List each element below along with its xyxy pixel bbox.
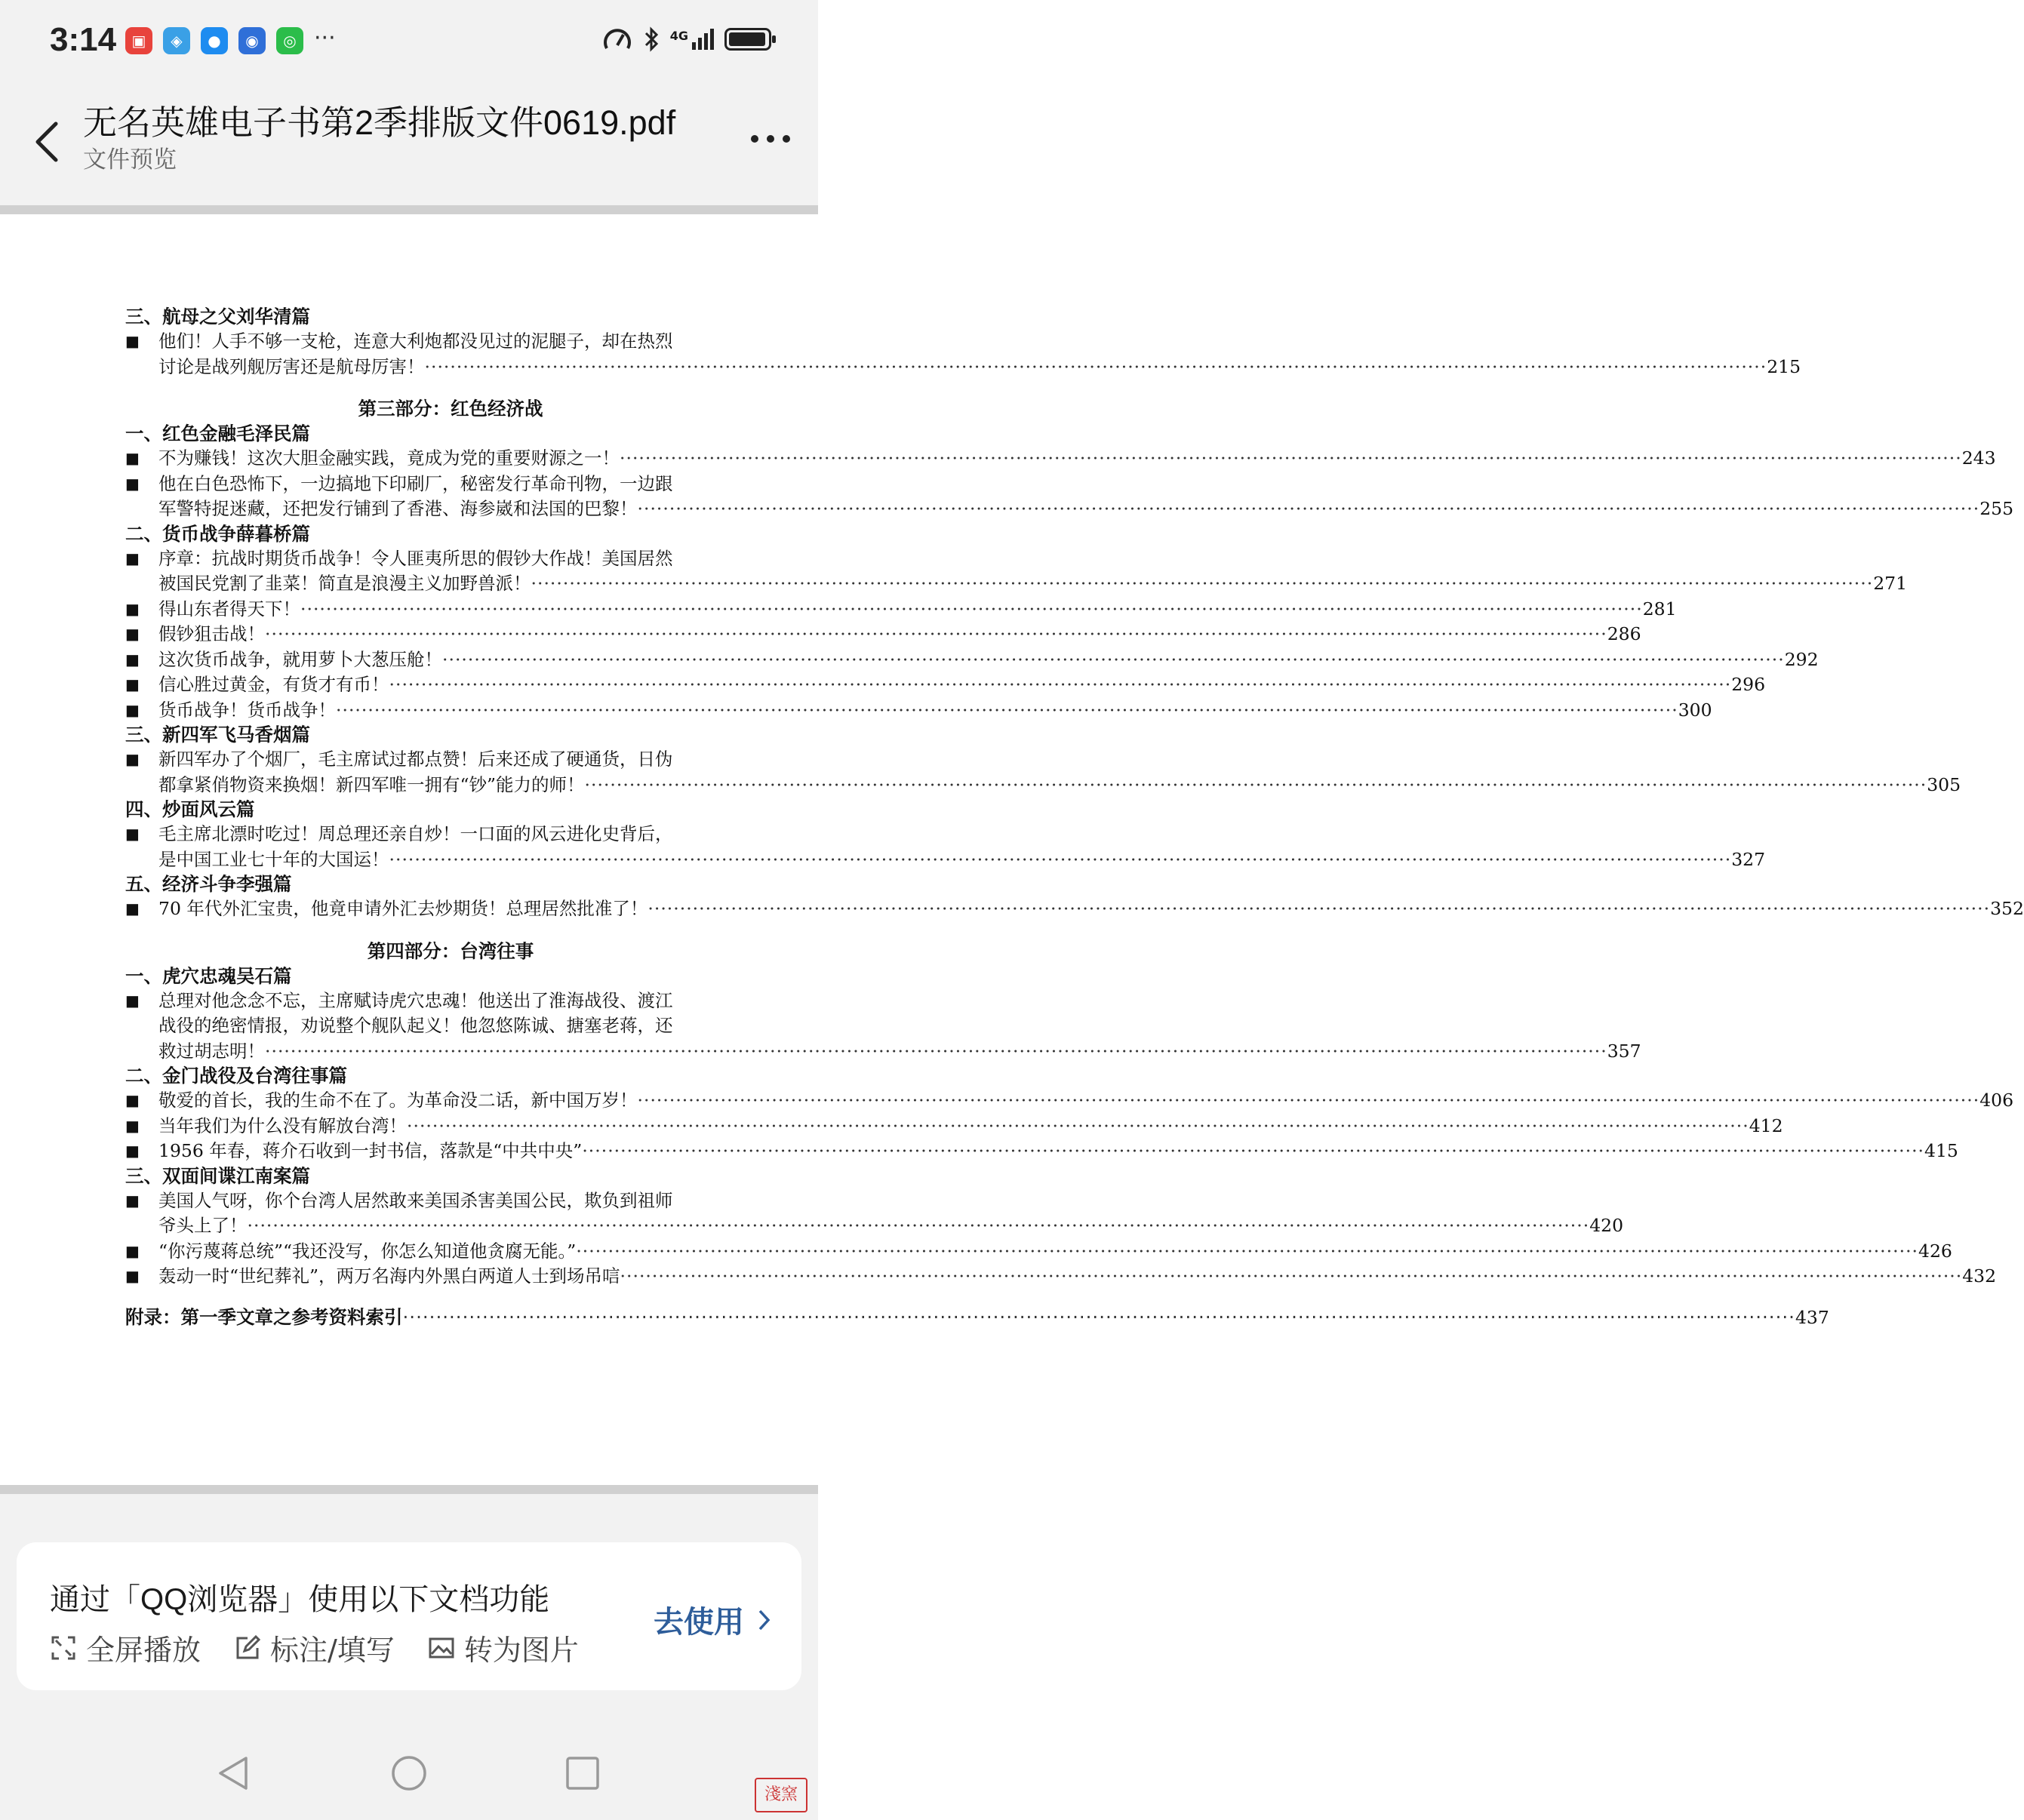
bullet-icon: ■: [125, 1191, 140, 1210]
signal-icon: [670, 29, 714, 50]
entry-text: 1956 年春，蒋介石收到一封书信，落款是“中共中央”: [158, 1140, 583, 1161]
system-nav-bar: [0, 1729, 818, 1820]
toc-entry[interactable]: [125, 747, 1961, 798]
fullscreen-label: 全屏播放: [86, 1634, 201, 1667]
bullet-icon: ■: [125, 1142, 140, 1160]
page-number: 296: [1731, 674, 1766, 695]
dot-leader: [585, 773, 1927, 798]
toc-entry[interactable]: [125, 472, 2014, 522]
section-heading: 一、虎穴忠魂吴石篇: [125, 964, 292, 987]
bullet-icon: ■: [125, 549, 140, 567]
fullscreen-feature[interactable]: [50, 1627, 201, 1668]
nav-recents-icon[interactable]: [561, 1752, 604, 1794]
entry-text: 总理对他念念不忘，主席赋诗虎穴忠魂！他送出了淮海战役、渡江: [158, 989, 673, 1011]
promo-title: 通过「QQ浏览器」使用以下文档功能: [50, 1583, 550, 1616]
page-number: 420: [1589, 1215, 1624, 1236]
bag-app-icon: ◈: [163, 27, 190, 54]
entry-text: 是中国工业七十年的大国运！: [158, 848, 389, 870]
pdf-page[interactable]: [0, 214, 2024, 1485]
bullet-icon: ■: [125, 650, 140, 669]
nav-back-icon[interactable]: [213, 1752, 255, 1794]
bullet-icon: ■: [125, 825, 140, 843]
red-packet-app-icon: ▣: [125, 27, 152, 54]
message-app-icon: ●: [201, 27, 228, 54]
dot-leader: [647, 896, 1990, 922]
speed-gauge-icon: [602, 26, 632, 53]
document-subtitle: 文件预览: [83, 146, 177, 174]
nav-home-icon[interactable]: [388, 1752, 430, 1794]
entry-text: 都拿紧俏物资来换烟！新四军唯一拥有“钞”能力的师！: [158, 773, 585, 795]
dot-leader: [620, 446, 1962, 472]
feature-list: [50, 1627, 579, 1668]
dot-leader: [336, 698, 1678, 724]
bullet-icon: ■: [125, 1267, 140, 1285]
go-use-label: 去使用: [654, 1605, 744, 1640]
entry-text: “你污蔑蒋总统”“我还没写，你怎么知道他贪腐无能。”: [158, 1240, 577, 1262]
entry-text: 毛主席北漂时吃过！周总理还亲自炒！一口面的风云进化史背后，: [158, 823, 673, 844]
toc-entry[interactable]: [125, 1088, 2014, 1114]
dot-leader: [620, 1264, 1963, 1290]
page-number: 286: [1607, 623, 1641, 644]
page-number: 281: [1642, 598, 1677, 619]
bullet-icon: ■: [125, 899, 140, 918]
annotate-label: 标注/填写: [270, 1634, 395, 1667]
entry-text: 不为赚钱！这次大胆金融实践，竟成为党的重要财源之一！: [158, 447, 620, 469]
entry-text: 附录：第一季文章之参考资料索引: [125, 1305, 403, 1328]
page-number: 426: [1918, 1240, 1952, 1262]
page-number: 300: [1678, 699, 1712, 721]
entry-text: 得山东者得天下！: [158, 598, 300, 619]
watermark-stamp: 淺窯: [755, 1778, 807, 1812]
toc-entry[interactable]: [125, 597, 1677, 623]
entry-text: 军警特捉迷藏，还把发行铺到了香港、海参崴和法国的巴黎！: [158, 498, 638, 519]
page-number: 437: [1795, 1306, 1829, 1328]
table-of-contents: [125, 305, 2024, 1330]
qq-browser-promo-card: [17, 1542, 801, 1690]
entry-text: 序章：抗战时期货币战争！令人匪夷所思的假钞大作战！美国居然: [158, 547, 673, 569]
header-divider: [0, 205, 818, 214]
toc-entry[interactable]: [125, 622, 1641, 647]
page-number: 357: [1607, 1040, 1641, 1062]
bullet-icon: ■: [125, 1241, 140, 1260]
entry-text: 轰动一时“世纪葬礼”，两万名海内外黑白两道人士到场吊唁: [158, 1265, 620, 1287]
entry-text: 他在白色恐怖下，一边搞地下印刷厂，秘密发行革命刊物，一边跟: [158, 472, 673, 494]
bullet-icon: ■: [125, 449, 140, 467]
section-heading: 三、双面间谍江南案篇: [125, 1164, 310, 1187]
notification-icons: [125, 27, 336, 54]
page-number: 271: [1873, 573, 1908, 594]
entry-text: 假钞狙击战！: [158, 623, 265, 644]
dot-leader: [531, 571, 1874, 597]
bullet-icon: ■: [125, 1116, 140, 1135]
to-image-label: 转为图片: [463, 1634, 579, 1667]
more-options-icon[interactable]: [746, 122, 795, 152]
section-heading: 二、金门战役及台湾往事篇: [125, 1065, 347, 1087]
toc-entry[interactable]: [125, 1239, 1952, 1265]
entry-text: 救过胡志明！: [158, 1040, 265, 1062]
dot-leader: [248, 1213, 1590, 1239]
bullet-icon: ■: [125, 599, 140, 618]
toc-entry[interactable]: [125, 822, 1766, 872]
document-title: 无名英雄电子书第2季排版文件0619.pdf: [83, 103, 676, 142]
go-use-button[interactable]: [654, 1598, 771, 1641]
toc-entry[interactable]: [125, 988, 1641, 1065]
part-title: 第三部分：红色经济战: [358, 398, 543, 420]
page-number: 352: [1990, 898, 2024, 919]
bottom-panel: [0, 1494, 818, 1820]
section-heading: 三、航母之父刘华清篇: [125, 306, 310, 327]
dot-leader: [403, 1305, 1795, 1330]
section-heading: 二、货币战争薛暮桥篇: [125, 522, 310, 545]
app-header: [0, 85, 818, 207]
dot-leader: [638, 497, 1980, 522]
bullet-icon: ■: [125, 675, 140, 693]
dot-leader: [576, 1239, 1918, 1265]
status-right-icons: [602, 26, 771, 53]
toc-entry[interactable]: [125, 672, 1766, 698]
section-heading: 三、新四军飞马香烟篇: [125, 724, 310, 746]
section-heading: 一、红色金融毛泽民篇: [125, 423, 310, 444]
dot-leader: [638, 1088, 1980, 1114]
toc-entry[interactable]: [125, 446, 1996, 472]
dot-leader: [407, 1114, 1749, 1139]
dot-leader: [389, 847, 1732, 873]
dot-leader: [389, 672, 1732, 698]
bullet-icon: ■: [125, 474, 140, 493]
fullscreen-icon: [50, 1634, 77, 1662]
page-number: 243: [1961, 447, 1996, 469]
bullet-icon: ■: [125, 1091, 140, 1109]
entry-text: 讨论是战列舰厉害还是航母厉害！: [158, 355, 425, 377]
toc-entry[interactable]: [125, 1139, 1958, 1164]
more-notifications-icon: ···: [314, 25, 336, 51]
to-image-feature[interactable]: [428, 1627, 579, 1668]
toc-entry[interactable]: [125, 1264, 1997, 1290]
section-heading: 五、经济斗争李强篇: [125, 873, 292, 895]
entry-text: 70 年代外汇宝贵，他竟申请外汇去炒期货！总理居然批准了！: [158, 898, 648, 919]
annotate-feature[interactable]: [234, 1627, 395, 1668]
page-number: 292: [1784, 648, 1819, 670]
bluetooth-icon: [643, 26, 660, 53]
entry-text: 美国人气呀，你个台湾人居然敢来美国杀害美国公民，欺负到祖师: [158, 1189, 673, 1211]
entry-text: 爷头上了！: [158, 1215, 248, 1236]
dot-leader: [300, 597, 1643, 623]
page-number: 415: [1924, 1140, 1958, 1161]
page-number: 215: [1767, 355, 1801, 377]
wechat-app-icon: ◎: [276, 27, 303, 54]
dot-leader: [582, 1139, 1924, 1164]
toc-entry[interactable]: [125, 647, 1819, 673]
section-heading: 四、炒面风云篇: [125, 798, 255, 820]
entry-text: 货币战争！货币战争！: [158, 699, 336, 721]
entry-text: 当年我们为什么没有解放台湾！: [158, 1114, 407, 1136]
image-icon: [428, 1634, 455, 1662]
bullet-icon: ■: [125, 700, 140, 719]
entry-text: 他们！人手不够一支枪，连意大利炮都没见过的泥腿子，却在热烈: [158, 330, 673, 352]
bullet-icon: ■: [125, 750, 140, 768]
entry-text: 战役的绝密情报，劝说整个舰队起义！他忽悠陈诚、搪塞老蒋，还: [158, 1015, 673, 1036]
toc-entry[interactable]: [125, 896, 2024, 922]
battery-icon: [724, 28, 771, 51]
network-type: 4G: [669, 29, 688, 43]
toc-entry[interactable]: [125, 329, 1801, 380]
entry-text: 新四军办了个烟厂，毛主席试过都点赞！后来还成了硬通货，日伪: [158, 749, 673, 770]
appendix-entry[interactable]: [125, 1305, 1829, 1330]
page-number: 406: [1979, 1090, 2014, 1111]
bullet-icon: ■: [125, 332, 140, 350]
page-number: 327: [1731, 848, 1766, 870]
status-time: 3:14: [50, 21, 117, 58]
page-number: 432: [1962, 1265, 1997, 1287]
bullet-icon: ■: [125, 991, 140, 1010]
toc-entry[interactable]: [125, 1188, 1624, 1239]
entry-text: 敬爱的首长，我的生命不在了。为革命没二话，新中国万岁！: [158, 1090, 638, 1111]
entry-text: 被国民党割了韭菜！简直是浪漫主义加野兽派！: [158, 573, 531, 594]
page-divider: [0, 1485, 818, 1494]
back-arrow-icon[interactable]: [23, 110, 75, 171]
toc-entry[interactable]: [125, 546, 1908, 597]
status-bar: [0, 0, 818, 85]
entry-text: 信心胜过黄金，有货才有币！: [158, 674, 389, 695]
toc-entry[interactable]: [125, 698, 1712, 724]
chevron-right-icon: [758, 1609, 771, 1631]
compass-app-icon: ◉: [238, 27, 266, 54]
page-number: 305: [1927, 773, 1961, 795]
dot-leader: [265, 1039, 1607, 1065]
edit-icon: [234, 1634, 261, 1662]
page-number: 412: [1749, 1114, 1783, 1136]
dot-leader: [425, 355, 1767, 380]
page-number: 255: [1979, 498, 2014, 519]
bullet-icon: ■: [125, 625, 140, 643]
part-title: 第四部分：台湾往事: [367, 939, 534, 962]
entry-text: 这次货币战争，就用萝卜大葱压舱！: [158, 648, 442, 670]
toc-entry[interactable]: [125, 1114, 1783, 1139]
dot-leader: [265, 622, 1607, 647]
dot-leader: [442, 647, 1785, 673]
